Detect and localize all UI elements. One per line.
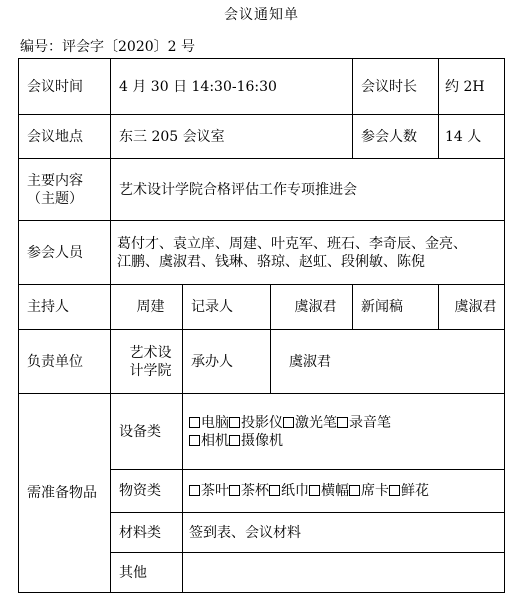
checkbox-icon[interactable] bbox=[269, 485, 280, 496]
supplies-label: 物资类 bbox=[111, 470, 183, 513]
equipment-options-line2 bbox=[189, 432, 504, 450]
topic-label bbox=[19, 159, 111, 221]
checkbox-icon[interactable] bbox=[189, 417, 200, 428]
option-name-card[interactable]: 席卡 bbox=[349, 483, 389, 499]
option-recorder-pen[interactable]: 录音笔 bbox=[337, 415, 391, 431]
row-topic bbox=[19, 159, 505, 221]
checkbox-icon[interactable] bbox=[309, 485, 320, 496]
option-video-camera[interactable]: 摄像机 bbox=[229, 433, 283, 449]
recorder-value: 虞淑君 bbox=[271, 285, 353, 330]
checkbox-icon[interactable] bbox=[189, 485, 200, 496]
attendee-count-value: 14 人 bbox=[439, 115, 505, 159]
checkbox-icon[interactable] bbox=[349, 485, 360, 496]
unit-label: 负责单位 bbox=[19, 330, 111, 394]
equipment-label: 设备类 bbox=[111, 394, 183, 470]
option-projector[interactable]: 投影仪 bbox=[229, 415, 283, 431]
option-laser-pointer[interactable]: 激光笔 bbox=[283, 415, 337, 431]
row-unit bbox=[19, 330, 505, 394]
checkbox-icon[interactable] bbox=[189, 435, 200, 446]
option-banner[interactable]: 横幅 bbox=[309, 483, 349, 499]
document-number: 编号：评会字〔2020〕2 号 bbox=[20, 39, 195, 55]
checkbox-icon[interactable] bbox=[337, 417, 348, 428]
option-computer[interactable]: 电脑 bbox=[189, 415, 229, 431]
meeting-time-label: 会议时间 bbox=[19, 59, 111, 115]
duration-label: 会议时长 bbox=[353, 59, 439, 115]
press-label: 新闻稿 bbox=[353, 285, 439, 330]
equipment-options-line1 bbox=[189, 414, 504, 432]
topic-label-line2: （主题） bbox=[27, 190, 83, 207]
press-value: 虞淑君 bbox=[439, 285, 505, 330]
items-label: 需准备物品 bbox=[19, 394, 111, 593]
option-tea[interactable]: 茶叶 bbox=[189, 483, 229, 499]
checkbox-icon[interactable] bbox=[283, 417, 294, 428]
row-location bbox=[19, 115, 505, 159]
checkbox-icon[interactable] bbox=[229, 435, 240, 446]
row-meeting-time bbox=[19, 59, 505, 115]
unit-line1: 艺术设 bbox=[129, 344, 172, 361]
checkbox-icon[interactable] bbox=[229, 417, 240, 428]
meeting-notice-table bbox=[18, 58, 505, 593]
host-value: 周建 bbox=[111, 285, 183, 330]
option-camera[interactable]: 相机 bbox=[189, 433, 229, 449]
recorder-label: 记录人 bbox=[183, 285, 271, 330]
other-label: 其他 bbox=[111, 553, 183, 593]
other-value bbox=[183, 553, 505, 593]
checkbox-icon[interactable] bbox=[229, 485, 240, 496]
host-label: 主持人 bbox=[19, 285, 111, 330]
checkbox-icon[interactable] bbox=[389, 485, 400, 496]
attendees-label: 参会人员 bbox=[19, 221, 111, 285]
attendees-value bbox=[111, 221, 505, 285]
topic-value: 艺术设计学院合格评估工作专项推进会 bbox=[111, 159, 505, 221]
row-host bbox=[19, 285, 505, 330]
document-title: 会议通知单 bbox=[224, 7, 299, 23]
materials-label: 材料类 bbox=[111, 513, 183, 553]
attendee-count-label: 参会人数 bbox=[353, 115, 439, 159]
meeting-time-value: 4 月 30 日 14:30-16:30 bbox=[111, 59, 353, 115]
option-tissue[interactable]: 纸巾 bbox=[269, 483, 309, 499]
option-teacup[interactable]: 茶杯 bbox=[229, 483, 269, 499]
location-value: 东三 205 会议室 bbox=[111, 115, 353, 159]
topic-label-line1: 主要内容 bbox=[27, 172, 83, 189]
row-attendees bbox=[19, 221, 505, 285]
unit-value bbox=[111, 330, 183, 394]
attendees-line2: 江鹏、虞淑君、钱琳、骆琼、赵虹、段俐敏、陈倪 bbox=[117, 253, 425, 270]
duration-value: 约 2H bbox=[439, 59, 505, 115]
attendees-line1: 葛付才、袁立庠、周建、叶克军、班石、李奇辰、金亮、 bbox=[117, 235, 467, 252]
materials-value: 签到表、会议材料 bbox=[183, 513, 505, 553]
equipment-options bbox=[183, 394, 505, 470]
location-label: 会议地点 bbox=[19, 115, 111, 159]
option-flowers[interactable]: 鲜花 bbox=[389, 483, 429, 499]
row-equipment bbox=[19, 394, 505, 470]
undertaker-value: 虞淑君 bbox=[271, 330, 505, 394]
unit-line2: 计学院 bbox=[129, 362, 172, 379]
supplies-options bbox=[183, 470, 505, 513]
undertaker-label: 承办人 bbox=[183, 330, 271, 394]
